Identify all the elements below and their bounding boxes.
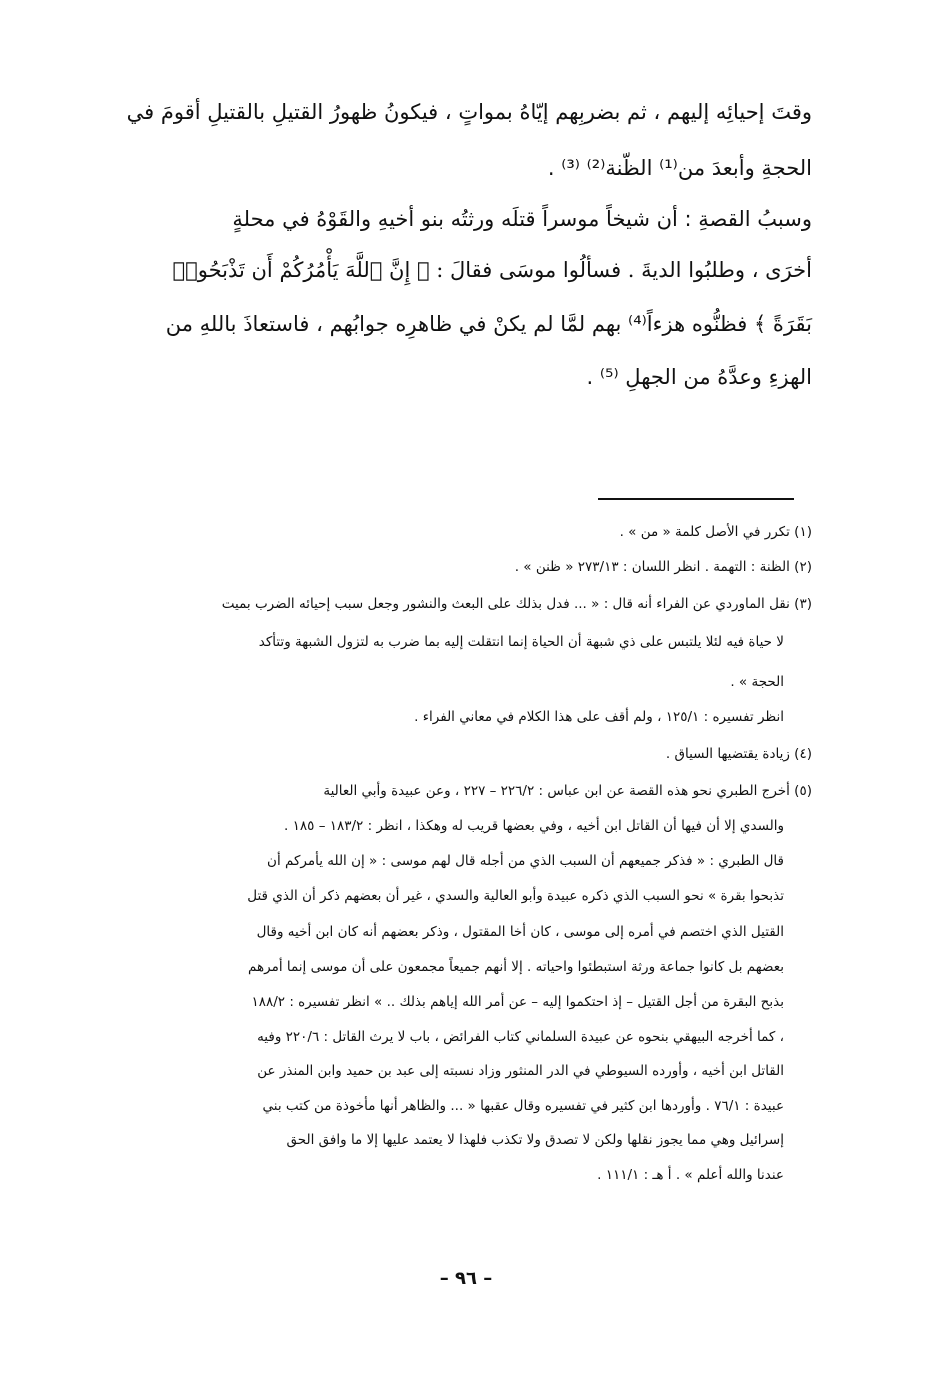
footnote-5-line-10: عبيدة : ٧٦/١ . وأوردها ابن كثير في تفسيره وقال عقبها « ... والظاهر أنها مأخوذة من كتب بني — [262, 1098, 784, 1114]
footnote-5-line-4: تذبحوا بقرة » نحو السبب الذي ذكره عبيدة وأبو العالية والسدي ، غير أن بعضهم ذكر أن الذي قتل — [247, 888, 784, 904]
main-text-line-6: الهزءِ وعدَّهُ من الجهلِ ⁽⁵⁾ . — [586, 365, 812, 389]
footnote-5-line-2: والسدي إلا أن فيها أن القاتل ابن أخيه ، وفي بعضها قريب له وهكذا ، انظر : ١٨٣/٢ – ١٨٥ . — [284, 818, 784, 834]
footnote-5-line-11: إسرائيل وهي مما يجوز نقلها ولكن لا تصدق ولا تكذب فلهذا لا يعتمد عليها إلا ما وافق الحق — [286, 1132, 784, 1148]
page-number: – ٩٦ – — [439, 1268, 493, 1289]
main-text-line-3: وسببُ القصةِ : أن شيخاً موسراً قتلَه ورثتُه بنو أخيهِ والقَوْهُ في محلةٍ — [232, 207, 812, 231]
footnote-5-line-3: قال الطبري : « فذكر جميعهم أن السبب الذي من أجله قال لهم موسى : « إن الله يأمركم أن — [267, 853, 784, 869]
footnote-5-line-9: القاتل ابن أخيه ، وأورده السيوطي في الدر المنثور وزاد نسبته إلى عبد بن حميد وابن المنذر عن — [257, 1063, 784, 1079]
footnote-3-line-4: انظر تفسيره : ١٢٥/١ ، ولم أقف على هذا الكلام في معاني الفراء . — [414, 709, 784, 725]
footnote-3-line-2: لا حياة فيه لئلا يلتبس على ذي شبهة أن الحياة إنما انتقلت إليه بما ضرب به لتزول الشبهة وتتأكد — [258, 634, 784, 650]
footnote-3-line-1: (٣) نقل الماوردي عن الفراء أنه قال : « ... فدل بذلك على البعث والنشور وجعل سبب إحيائه الضرب بميت — [221, 596, 812, 612]
footnote-2: (٢) الظنة : التهمة . انظر اللسان : ٢٧٣/١٣ « ظنن » . — [514, 559, 812, 575]
footnote-5-line-12: عندنا والله أعلم » . أ هـ : ١١١/١ . — [597, 1167, 784, 1183]
footnote-5-line-7: بذبح البقرة من أجل القتيل – إذ احتكموا إليه – عن أمر الله إياهم بذلك .. » انظر تفسيره : ١٨٨/٢ — [251, 994, 784, 1010]
footnote-5-line-1: (٥) أخرج الطبري نحو هذه القصة عن ابن عباس : ٢٢٦/٢ – ٢٢٧ ، وعن عبيدة وأبي العالية — [323, 783, 812, 799]
footnote-5-line-6: بعضهم بل كانوا جماعة ورثة استبطئوا واحياته . إلا أنهم جميعاً مجمعون على أن موسى إنما أمرهم — [248, 959, 784, 975]
main-text-line-1: وقتَ إحيائِه إليهم ، ثم بضربِهم إيّاهُ بمواتٍ ، فيكونُ ظهورُ القتيلِ بالقتيلِ أقومَ في — [126, 100, 812, 124]
main-text-line-2: الحجةِ وأبعدَ من⁽¹⁾ الظّنة⁽²⁾ ⁽³⁾ . — [547, 156, 812, 180]
footnote-5-line-8: ، كما أخرجه البيهقي بنحوه عن عبيدة السلماني كتاب الفرائض ، باب لا يرث القاتل : ٢٢٠/٦ وفيه — [257, 1029, 784, 1045]
footnote-5-line-5: القتيل الذي اختصم في أمره إلى موسى ، كان أخا المقتول ، وذكر بعضهم أنه كان ابن أخيه وقال — [256, 924, 784, 940]
main-text-line-4: أخرَى ، وطلبُوا الديةَ . فسألُوا موسَى فقالَ : ﴿ إِنَّ ٱللَّهَ يَأْمُرُكُمْ أَن تَذْبَحُوا۟ — [172, 258, 812, 282]
footnote-4: (٤) زيادة يقتضيها السياق . — [665, 746, 812, 762]
footnote-3-line-3: الحجة » . — [730, 674, 784, 690]
footnote-separator — [598, 498, 794, 500]
main-text-line-5: بَقَرَةً ﴾ فظنُّوه هزءاً⁽⁴⁾ بهم لمَّا لم يكنْ في ظاهرِه جوابُهم ، فاستعاذَ باللهِ من — [165, 312, 812, 336]
footnote-1: (١) تكرر في الأصل كلمة « من » . — [619, 524, 812, 540]
